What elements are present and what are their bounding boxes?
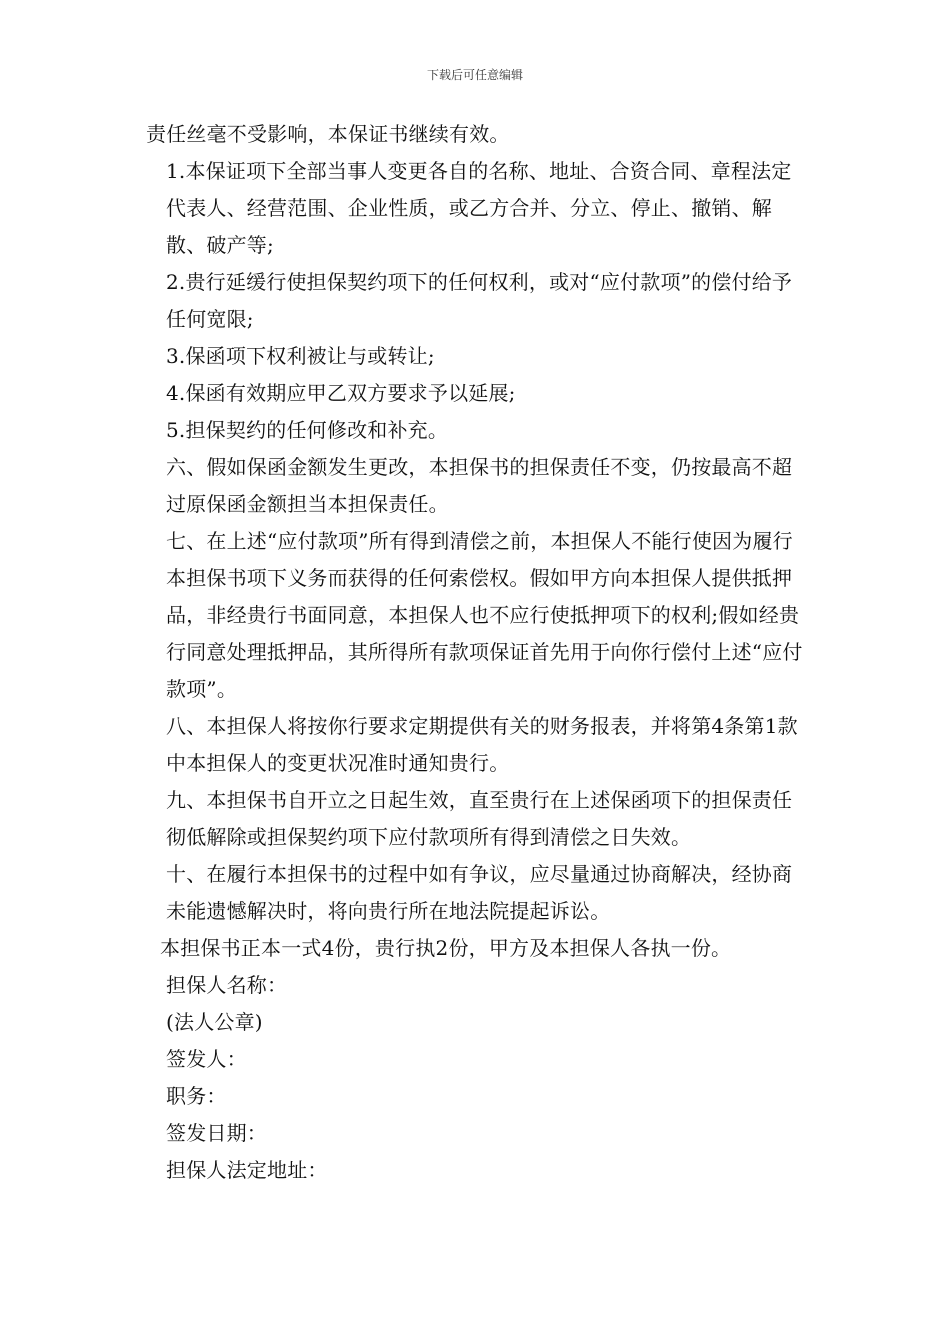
paragraph-item-3: 3.保函项下权利被让与或转让; — [166, 344, 435, 368]
paragraph-item-1: 1.本保证项下全部当事人变更各自的名称、地址、合资合同、章程法定代表人、经营范围、企业性质，或乙方合并、分立、停止、撤销、解散、破产等; — [166, 159, 792, 257]
paragraph-clause-6: 六、假如保函金额发生更改，本担保书的担保责任不变，仍按最高不超过原保函金额担当本担保责任。 — [166, 455, 793, 516]
paragraph-item-5: 5.担保契约的任何修改和补充。 — [166, 418, 449, 442]
paragraph-clause-9: 九、本担保书自开立之日起生效，直至贵行在上述保函项下的担保责任彻低解除或担保契约项下应付款项所有得到清偿之日失效。 — [166, 788, 793, 849]
paragraph-clause-8: 八、本担保人将按你行要求定期提供有关的财务报表，并将第4条第1款中本担保人的变更状况准时通知贵行。 — [166, 714, 798, 775]
signature-legal-address: 担保人法定地址： — [166, 1158, 328, 1182]
signature-issue-date: 签发日期： — [166, 1121, 267, 1145]
paragraph-item-2: 2.贵行延缓行使担保契约项下的任何权利，或对“应付款项”的偿付给予任何宽限; — [166, 270, 793, 331]
paragraph-clause-10: 十、在履行本担保书的过程中如有争议，应尽量通过协商解决，经协商未能遗憾解决时，将向贵行所在地法院提起诉讼。 — [166, 862, 793, 923]
paragraph-copies: 本担保书正本一式4份，贵行执2份，甲方及本担保人各执一份。 — [160, 936, 732, 960]
page-header-note: 下载后可任意编辑 — [426, 68, 523, 82]
document-body — [146, 116, 810, 1189]
paragraph-clause-7: 七、在上述“应付款项”所有得到清偿之前，本担保人不能行使因为履行本担保书项下义务而获得的任何索偿权。假如甲方向本担保人提供抵押品，非经贵行书面同意，本担保人也不应行使抵押项下的权利;假如经贵行同意处理抵押品，其所得所有款项保证首先用于向你行偿付上述“应付款项”。 — [166, 529, 803, 701]
signature-seal: (法人公章) — [166, 1010, 263, 1034]
signature-issuer: 签发人： — [166, 1047, 247, 1071]
signature-position: 职务： — [166, 1084, 227, 1108]
paragraph-item-4: 4.保函有效期应甲乙双方要求予以延展; — [166, 381, 516, 405]
signature-guarantor-name: 担保人名称： — [166, 973, 288, 997]
paragraph-continuation: 责任丝毫不受影响，本保证书继续有效。 — [146, 122, 510, 146]
